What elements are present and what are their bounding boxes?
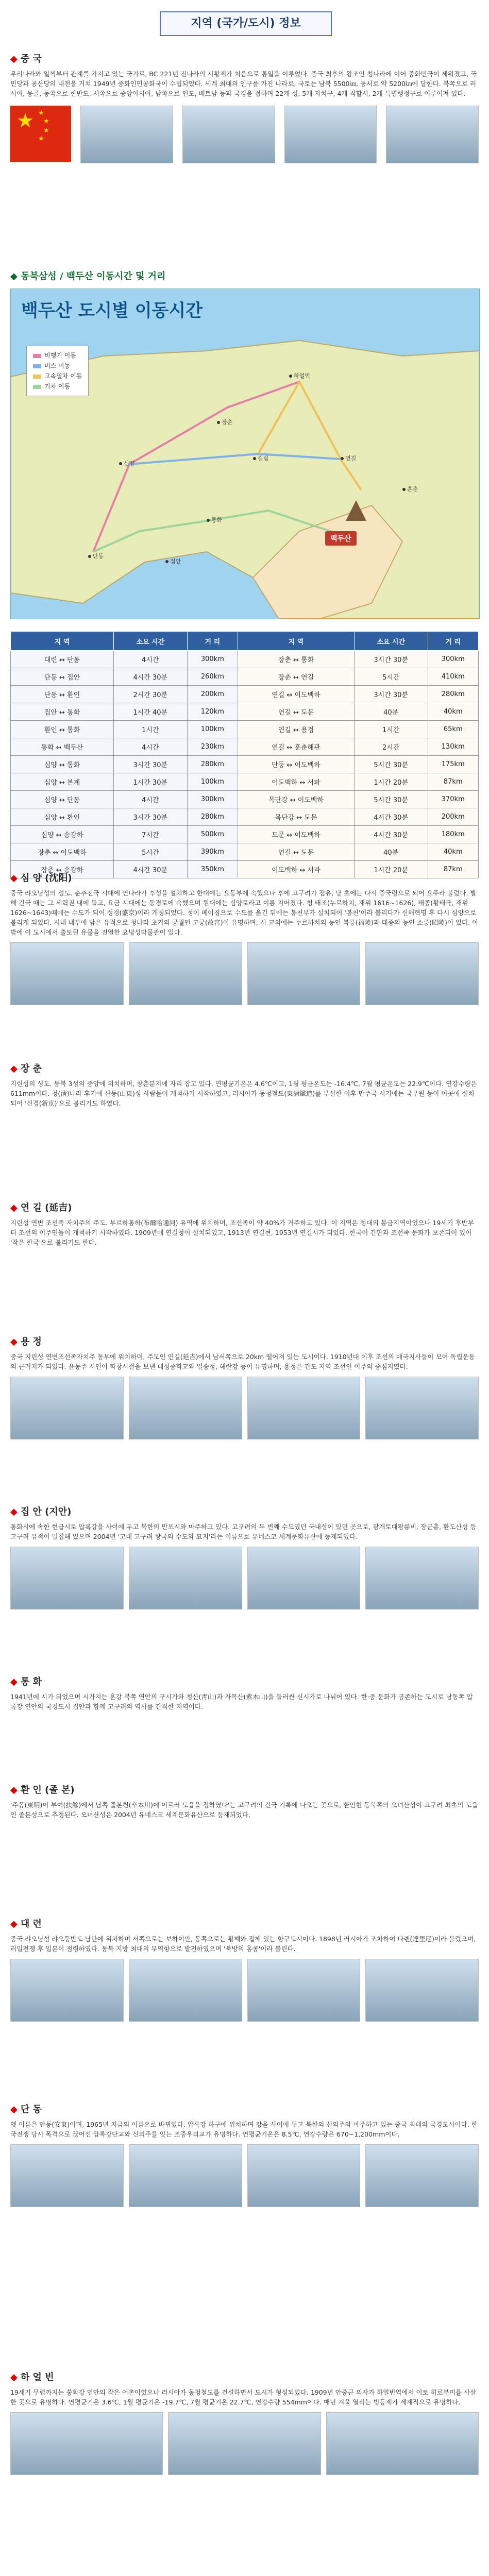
- table-cell: 도문 ↔ 이도백하: [238, 826, 355, 843]
- table-cell: 단동 ↔ 집안: [11, 668, 114, 686]
- legend-item: 비행기 이동: [33, 350, 82, 361]
- map-city-label: 집안: [165, 557, 181, 565]
- section-heading: ◆ 심 양 (沈阳): [10, 873, 72, 884]
- table-cell: 300km: [187, 651, 238, 668]
- map-section-heading: ◆ 동북삼성 / 백두산 이동시간 및 거리: [10, 271, 166, 282]
- city-section: [10, 871, 479, 1005]
- bullet-icon: ◆: [10, 2104, 18, 2115]
- table-cell: 410km: [428, 668, 479, 686]
- bullet-icon: ◆: [10, 271, 18, 282]
- section-text: 지린성의 성도. 동북 3성의 중앙에 위치하며, 창춘분지에 자리 잡고 있다. 연평균기온은 4.6℃이고, 1월 평균온도는 -16.4℃, 7월 평균온도는 22.9℃이다. 연강수량은 611mm이다. 청(淸)나라 후기에 산동(山東)성 사람들이 개척하기 시작하였고, 러시아가 동청철도(東淸鐵道)를 부설한 이후 만주국 시기에는 국무원 등이 이곳에 설치되어 '신경(新京)'으로 불리기도 하였다.: [10, 1080, 477, 1107]
- section-heading: ◆ 집 안 (지안): [10, 1506, 72, 1517]
- table-cell: 집안 ↔ 통화: [11, 703, 114, 721]
- section-heading: ◆ 하 얼 빈: [10, 2372, 54, 2383]
- table-cell: 장춘 ↔ 송강하: [11, 861, 114, 878]
- table-cell: 1시간 20분: [354, 773, 428, 791]
- table-cell: 통화 ↔ 백두산: [11, 738, 114, 756]
- china-heading: ◆ 중 국: [10, 54, 42, 64]
- table-cell: 3시간 30분: [354, 651, 428, 668]
- section-text: 중국 랴오닝성 랴오둥반도 남단에 위치하며 서쪽으로는 보하이만, 동쪽으로는 황해와 접해 있는 항구도시이다. 1898년 러시아가 조차하여 다롄(達里尼)이라 불렀으며, 러일전쟁 후 일본이 점령하였다. 동북 지방 최대의 무역항으로 발전하였으며 '북방의 홍콩'이라 불린다.: [10, 1935, 476, 1953]
- section-photo: [129, 1959, 242, 2022]
- table-cell: 목단강 ↔ 이도백하: [238, 791, 355, 808]
- route-table: [10, 631, 479, 878]
- city-section: [10, 1783, 479, 1820]
- section-heading: ◆ 장 춘: [10, 1063, 42, 1074]
- table-cell: 230km: [187, 738, 238, 756]
- table-cell: 280km: [187, 808, 238, 826]
- table-cell: 65km: [428, 721, 479, 738]
- section-text: 중국 지린성 연변조선족자치주 동부에 위치하며, 주도인 연길(延吉)에서 남서쪽으로 20km 떨어져 있는 도시이다. 1910년대 이후 조선의 애국지사들이 모여 독립운동의 근거지가 되었다. 윤동주 시인이 학창시절을 보낸 대성중학교와 일송정, 해란강 등이 유명하며, 용정은 간도 지역 조선인 이주의 중심지였다.: [10, 1353, 475, 1370]
- table-cell: 4시간: [113, 791, 187, 808]
- section-text: 19세기 무렵까지는 쑹화강 연안의 작은 어촌이었으나 러시아가 동청철도를 건설하면서 도시가 형성되었다. 1909년 안중근 의사가 하얼빈역에서 이토 히로부미를 사살한 곳으로 유명하다. 연평균기온 3.6℃, 1월 평균기온 -19.7℃, 7월 평균기온 22.7℃, 연강수량 554mm이다. 매년 겨울 열리는 빙등제가 세계적으로 유명하다.: [10, 2388, 477, 2406]
- table-cell: 환인 ↔ 통화: [11, 721, 114, 738]
- table-cell: 280km: [187, 756, 238, 773]
- table-cell: 연길 ↔ 도문: [238, 703, 355, 721]
- section-photo: [365, 2144, 479, 2207]
- section-text: 지린성 연변 조선족 자치주의 주도. 부르하통하(布爾哈通河) 유역에 위치하며, 조선족이 약 40%가 거주하고 있다. 이 지역은 청대의 봉금지역이었으나 19세기 후반부터 조선의 이주민들이 개척하기 시작하였다. 1909년에 연길청이 설치되었고, 1913년 연길현, 1953년 연길시가 되었다. 한국어 간판과 조선족 문화가 보존되어 있어 '작은 한국'으로 불리기도 한다.: [10, 1219, 474, 1246]
- table-row: [11, 808, 479, 826]
- map-city-label: 단동: [88, 552, 104, 560]
- table-row: [11, 651, 479, 668]
- photo-row: [10, 1377, 479, 1439]
- table-row: [11, 826, 479, 843]
- table-cell: 대련 ↔ 단동: [11, 651, 114, 668]
- city-section: [10, 1061, 479, 1108]
- table-cell: 87km: [428, 861, 479, 878]
- table-cell: 180km: [428, 826, 479, 843]
- table-cell: 175km: [428, 756, 479, 773]
- table-cell: 40km: [428, 703, 479, 721]
- table-cell: 심양 ↔ 송강하: [11, 826, 114, 843]
- table-cell: 4시간 30분: [113, 861, 187, 878]
- table-cell: 260km: [187, 668, 238, 686]
- table-cell: 연길 ↔ 훈춘해관: [238, 738, 355, 756]
- baekdu-label: 백두산: [325, 531, 357, 546]
- table-cell: 100km: [187, 773, 238, 791]
- map-city-label: 훈춘: [402, 485, 418, 493]
- map-city-label: 통화: [207, 516, 222, 524]
- table-cell: 1시간: [354, 721, 428, 738]
- section-photo: [365, 942, 479, 1005]
- section-text: 통화시에 속한 현급시로 압록강을 사이에 두고 북한의 만포시와 마주하고 있다. 고구려의 두 번째 수도였던 국내성이 있던 곳으로, 광개토대왕릉비, 장군총, 환도산성 등 고구려 유적이 밀집해 있으며 2004년 '고대 고구려 왕국의 수도와 묘지'라는 이름으로 유네스코 세계문화유산에 등재되었다.: [10, 1523, 477, 1540]
- bullet-icon: ◆: [10, 1336, 18, 1347]
- table-cell: 5시간: [113, 843, 187, 861]
- table-row: [11, 843, 479, 861]
- china-photo-3: [284, 106, 377, 163]
- table-cell: 1시간: [113, 721, 187, 738]
- section-text: '주몽(東明)이 부여(扶餘)에서 남쪽 졸본천(卒本川)에 이르러 도읍을 정하였다'는 고구려의 건국 기록에 나오는 곳으로, 환인현 동북쪽의 오녀산성이 고구려 최초의 도읍인 졸본성으로 추정된다. 오녀산성은 2004년 유네스코 세계문화유산으로 등재되었다.: [10, 1801, 478, 1819]
- photo-row: [10, 1959, 479, 2022]
- china-images: [10, 106, 479, 163]
- city-section: [10, 1917, 479, 2022]
- city-section: [10, 1200, 479, 1247]
- table-header: 지 역: [238, 632, 355, 651]
- section-text: 옛 이름은 안동(安東)이며, 1965년 지금의 이름으로 바뀌었다. 압록강 하구에 위치하며 강을 사이에 두고 북한의 신의주와 마주하고 있는 중국 최대의 국경도시이다. 한국전쟁 당시 폭격으로 끊어진 압록강단교와 신의주를 잇는 조중우의교가 유명하다. 연평균기온은 8.5℃, 연강수량은 670~1,200mm이다.: [10, 2121, 478, 2138]
- table-header: 소요 시간: [113, 632, 187, 651]
- map-legend: [26, 346, 89, 396]
- table-cell: 1시간 20분: [354, 861, 428, 878]
- china-section: [10, 52, 479, 163]
- table-cell: 장춘 ↔ 통화: [238, 651, 355, 668]
- section-photo: [168, 2412, 321, 2475]
- section-photo: [129, 2144, 242, 2207]
- section-heading: ◆ 연 길 (延吉): [10, 1202, 72, 1213]
- table-header: 소요 시간: [354, 632, 428, 651]
- table-cell: 100km: [187, 721, 238, 738]
- table-cell: 350km: [187, 861, 238, 878]
- section-text: 중국 랴오닝성의 성도. 춘추전국 시대에 연나라가 후성을 설치하고 한대에는 요동부에 속했으나 후에 고구려가 점유, 당 초에는 다시 중국령으로 되어 요주라 불렀다. 발해 건국 때는 그 세력권 내에 들고, 요금 시대에는 동경로에 속했으며 원대에는 심양로라고 이름 지어졌다. 청 태조(누르하치, 재위 1616~1626), 태종(황태극, 재위 1626~1643)때에는 수도가 되어 성경(盛京)이라 개칭되었다. 청이 베이징으로 수도를 옮긴 뒤에는 봉천부가 설치되어 '봉천'이라 불리다가 신해혁명 후 다시 심양으로 불리게 되었다. 시내 내부에 남은 유적으로 청나라 초기의 궁궐인 고궁(故宮)이 유명하며, 시 교외에는 누르하치의 능인 복릉(福陵)과 태종의 능인 소릉(昭陵)이 있다. 이밖에 이 도시에서 출토된 유물을 진열한 요녕성박물관이 있다.: [10, 889, 479, 936]
- table-cell: 7시간: [113, 826, 187, 843]
- photo-row: [10, 2144, 479, 2207]
- map-city-label: 심양: [119, 459, 134, 467]
- bullet-icon: ◆: [10, 2372, 18, 2383]
- photo-row: [10, 1547, 479, 1609]
- bullet-icon: ◆: [10, 54, 18, 64]
- table-cell: 5시간: [354, 668, 428, 686]
- table-cell: 130km: [428, 738, 479, 756]
- table-cell: 4시간 30분: [113, 668, 187, 686]
- table-cell: 단둥 ↔ 이도백하: [238, 756, 355, 773]
- table-cell: 200km: [187, 686, 238, 703]
- section-photo: [10, 942, 124, 1005]
- section-photo: [129, 942, 242, 1005]
- bullet-icon: ◆: [10, 1785, 18, 1795]
- table-header: 거 리: [187, 632, 238, 651]
- table-cell: 심양 ↔ 통화: [11, 756, 114, 773]
- section-heading: ◆ 대 련: [10, 1919, 42, 1929]
- china-photo-2: [182, 106, 275, 163]
- section-heading: ◆ 용 정: [10, 1336, 42, 1347]
- legend-item: 기차 이동: [33, 381, 82, 392]
- table-cell: 이도백하 ↔ 서파: [238, 861, 355, 878]
- table-cell: 단동 ↔ 환인: [11, 686, 114, 703]
- city-section: [10, 1334, 479, 1439]
- table-row: [11, 756, 479, 773]
- table-cell: 심양 ↔ 본계: [11, 773, 114, 791]
- table-cell: 5시간 30분: [354, 756, 428, 773]
- table-cell: 연길 ↔ 용정: [238, 721, 355, 738]
- photo-row: [10, 942, 479, 1005]
- section-heading: ◆ 통 화: [10, 1676, 42, 1687]
- table-cell: 40km: [428, 843, 479, 861]
- map-city-label: 장춘: [217, 418, 232, 426]
- section-text: 1941년에 시가 되었으며 시가지는 혼강 북쪽 연안의 구시가와 청산(靑山)과 자목산(紫木山)을 둘러싼 신시가로 나뉘어 있다. 한·중 문화가 공존하는 도시로 남동쪽 압록강 연안의 국경도시 집안과 함께 고구려의 역사를 간직한 지역이다.: [10, 1693, 473, 1710]
- table-cell: 장춘 ↔ 이도백하: [11, 843, 114, 861]
- section-photo: [247, 942, 361, 1005]
- table-cell: 5시간 30분: [354, 791, 428, 808]
- table-cell: 2시간 30분: [113, 686, 187, 703]
- table-cell: 연길 ↔ 이도백하: [238, 686, 355, 703]
- table-cell: 연길 ↔ 도문: [238, 843, 355, 861]
- table-cell: 280km: [428, 686, 479, 703]
- table-cell: 87km: [428, 773, 479, 791]
- legend-item: 고속열차 이동: [33, 371, 82, 381]
- table-cell: 1시간 30분: [113, 773, 187, 791]
- section-photo: [129, 1547, 242, 1609]
- table-header: 거 리: [428, 632, 479, 651]
- table-cell: 4시간 30분: [354, 808, 428, 826]
- section-photo: [10, 2144, 124, 2207]
- china-photo-4: [386, 106, 479, 163]
- section-photo: [247, 2144, 361, 2207]
- section-heading: ◆ 환 인 (졸 본): [10, 1785, 75, 1795]
- section-photo: [247, 1959, 361, 2022]
- bullet-icon: ◆: [10, 1919, 18, 1929]
- section-photo: [247, 1547, 361, 1609]
- page-title: 지역 (국가/도시) 정보: [160, 11, 332, 36]
- section-heading: ◆ 단 동: [10, 2104, 42, 2115]
- table-row: [11, 738, 479, 756]
- table-cell: 장춘 ↔ 연길: [238, 668, 355, 686]
- table-cell: 3시간 30분: [113, 756, 187, 773]
- table-cell: 40분: [354, 703, 428, 721]
- section-photo: [326, 2412, 479, 2475]
- table-cell: 4시간: [113, 651, 187, 668]
- table-cell: 3시간 30분: [354, 686, 428, 703]
- table-cell: 200km: [428, 808, 479, 826]
- table-cell: 300km: [428, 651, 479, 668]
- map-city-label: 하얼빈: [289, 371, 310, 380]
- section-photo: [247, 1377, 361, 1439]
- section-photo: [129, 1377, 242, 1439]
- bullet-icon: ◆: [10, 1202, 18, 1213]
- table-cell: 120km: [187, 703, 238, 721]
- table-cell: 3시간 30분: [113, 808, 187, 826]
- route-table-body: [11, 651, 479, 878]
- table-cell: 370km: [428, 791, 479, 808]
- bullet-icon: ◆: [10, 1676, 18, 1687]
- city-section: [10, 2370, 479, 2475]
- table-cell: 1시간 40분: [113, 703, 187, 721]
- city-section: [10, 2102, 479, 2207]
- city-section: [10, 1504, 479, 1609]
- table-cell: 목단강 ↔ 도문: [238, 808, 355, 826]
- section-photo: [365, 1377, 479, 1439]
- map-city-label: 길림: [253, 454, 268, 462]
- table-cell: 심양 ↔ 환인: [11, 808, 114, 826]
- table-row: [11, 668, 479, 686]
- table-row: [11, 773, 479, 791]
- section-photo: [10, 1377, 124, 1439]
- section-photo: [365, 1547, 479, 1609]
- table-cell: 500km: [187, 826, 238, 843]
- section-photo: [365, 1959, 479, 2022]
- table-row: [11, 686, 479, 703]
- bullet-icon: ◆: [10, 873, 18, 884]
- table-cell: 40분: [354, 843, 428, 861]
- table-cell: 300km: [187, 791, 238, 808]
- photo-row: [10, 2412, 479, 2475]
- table-cell: 4시간 30분: [354, 826, 428, 843]
- section-photo: [10, 2412, 163, 2475]
- table-row: [11, 703, 479, 721]
- china-text: 우리나라와 일찍부터 관계를 가지고 있는 국가로, BC 221년 진나라의 시황제가 처음으로 통일을 이루었다. 중국 최후의 왕조인 청나라에 이어 중화민국이 세워졌고, 국민당과 공산당의 내전을 거쳐 1949년 중화인민공화국이 수립되었다. 세계 최대의 인구를 가진 나라로, 국토는 남북 5500㎞, 동서로 약 5200㎞에 달한다. 북쪽으로 러시아, 몽골, 동쪽으로 한반도, 서쪽으로 중앙아시아, 남쪽으로 인도, 베트남 등과 국경을 접하며 22개 성, 5개 자치구, 4개 직할시, 2개 특별행정구로 이루어져 있다.: [10, 70, 477, 97]
- city-section: [10, 1674, 479, 1711]
- table-header-row: [11, 632, 479, 651]
- table-row: [11, 721, 479, 738]
- legend-item: 버스 이동: [33, 361, 82, 371]
- table-cell: 심양 ↔ 단동: [11, 791, 114, 808]
- map-title: 백두산 도시별 이동시간: [21, 300, 203, 321]
- table-cell: 2시간: [354, 738, 428, 756]
- table-header: 지 역: [11, 632, 114, 651]
- china-flag-icon: ★ ★ ★ ★ ★: [10, 106, 71, 162]
- section-photo: [10, 1547, 124, 1609]
- table-cell: 4시간: [113, 738, 187, 756]
- table-row: [11, 791, 479, 808]
- bullet-icon: ◆: [10, 1063, 18, 1074]
- table-cell: 이도백하 ↔ 서파: [238, 773, 355, 791]
- baekdu-route-map: [10, 289, 480, 619]
- map-city-label: 연길: [341, 454, 356, 462]
- section-photo: [10, 1959, 124, 2022]
- china-photo-1: [80, 106, 173, 163]
- table-cell: 390km: [187, 843, 238, 861]
- bullet-icon: ◆: [10, 1506, 18, 1517]
